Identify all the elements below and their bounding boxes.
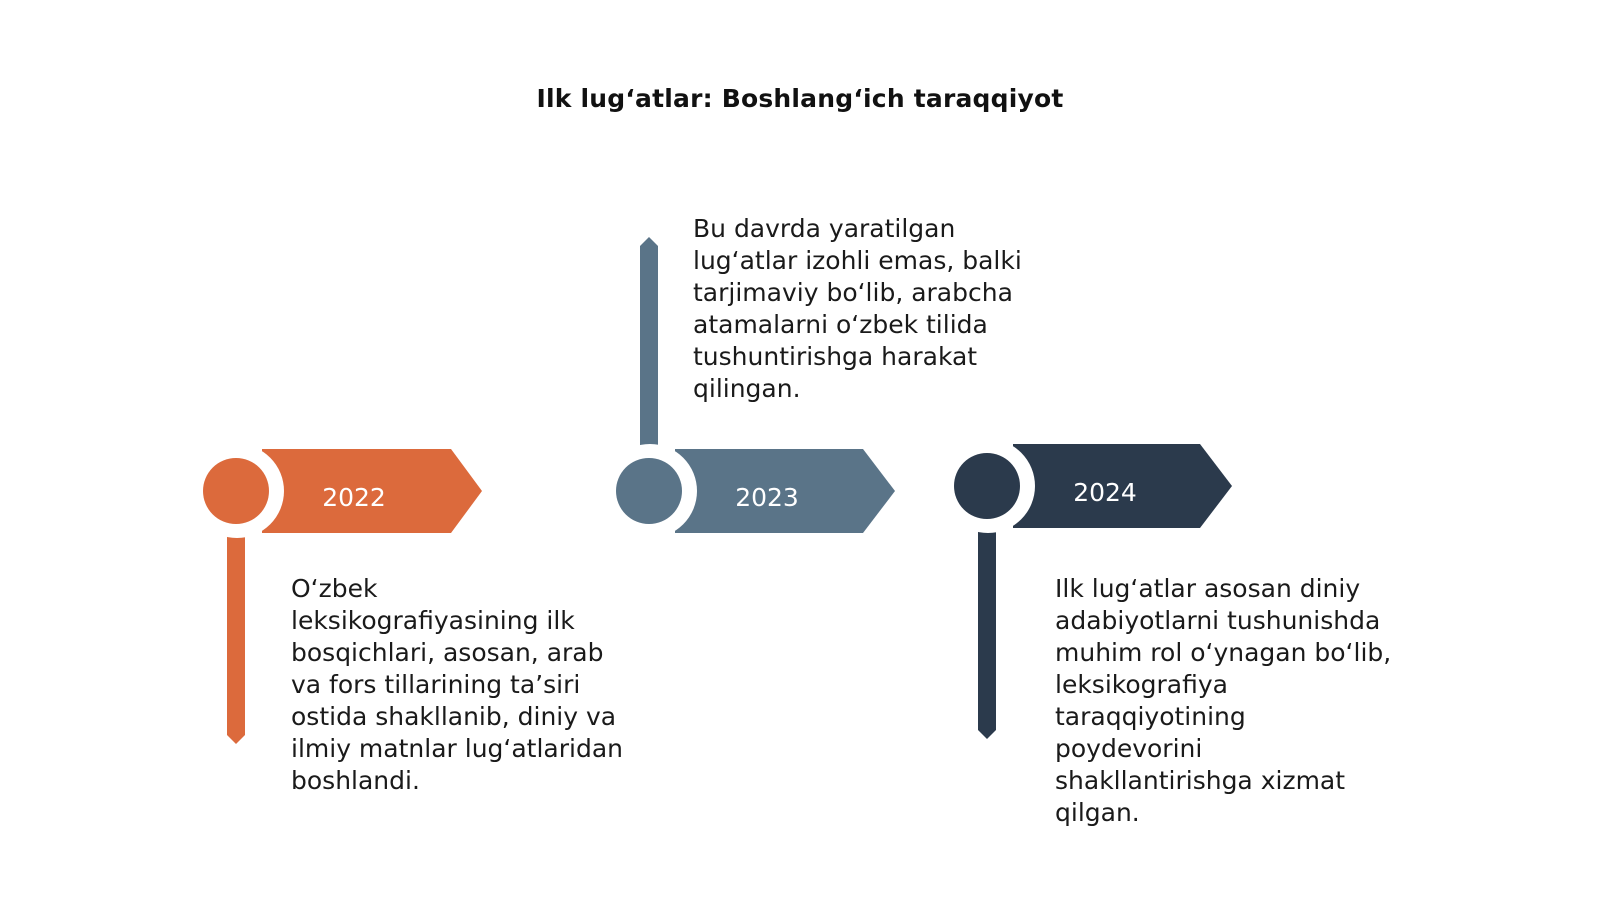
year-label-2024: 2024: [1073, 478, 1137, 507]
connector-bar-tip-2022: [227, 735, 245, 744]
milestone-description-2024: [1055, 573, 1391, 829]
connector-bar-2023: [640, 246, 658, 446]
description-line: ilmiy matnlar lug‘atlaridan: [291, 734, 623, 763]
description-line: qilgan.: [1055, 798, 1140, 827]
description-line: tushuntirishga harakat: [693, 342, 978, 371]
milestone-description-2023: [693, 213, 1022, 405]
description-line: shakllantirishga xizmat: [1055, 766, 1346, 795]
description-line: atamalarni o‘zbek tilida: [693, 310, 988, 339]
connector-bar-tip-2024: [978, 730, 996, 739]
description-line: bosqichlari, asosan, arab: [291, 638, 604, 667]
milestone-description-2022: [291, 573, 623, 797]
description-line: adabiyotlarni tushunishda: [1055, 606, 1381, 635]
description-line: boshlandi.: [291, 766, 420, 795]
description-line: Ilk lug‘atlar asosan diniy: [1055, 574, 1361, 603]
connector-bar-2024: [978, 530, 996, 730]
connector-bar-tip-2023: [640, 237, 658, 246]
description-line: leksikografiyasining ilk: [291, 606, 575, 635]
node-dot-2024: [954, 453, 1020, 519]
description-line: lug‘atlar izohli emas, balki: [693, 246, 1022, 275]
description-line: qilingan.: [693, 374, 801, 403]
description-line: muhim rol o‘ynagan bo‘lib,: [1055, 638, 1392, 667]
connector-bar-2022: [227, 535, 245, 735]
year-label-2022: 2022: [322, 483, 386, 512]
description-line: O‘zbek: [291, 574, 378, 603]
description-line: taraqqiyotining: [1055, 702, 1246, 731]
description-line: poydevorini: [1055, 734, 1203, 763]
description-line: leksikografiya: [1055, 670, 1228, 699]
description-line: tarjimaviy bo‘lib, arabcha: [693, 278, 1013, 307]
node-dot-2022: [203, 458, 269, 524]
year-label-2023: 2023: [735, 483, 799, 512]
description-line: Bu davrda yaratilgan: [693, 214, 956, 243]
page-title: Ilk lug‘atlar: Boshlang‘ich taraqqiyot: [536, 84, 1064, 113]
node-dot-2023: [616, 458, 682, 524]
description-line: ostida shakllanib, diniy va: [291, 702, 617, 731]
description-line: va fors tillarining ta’siri: [291, 670, 581, 699]
